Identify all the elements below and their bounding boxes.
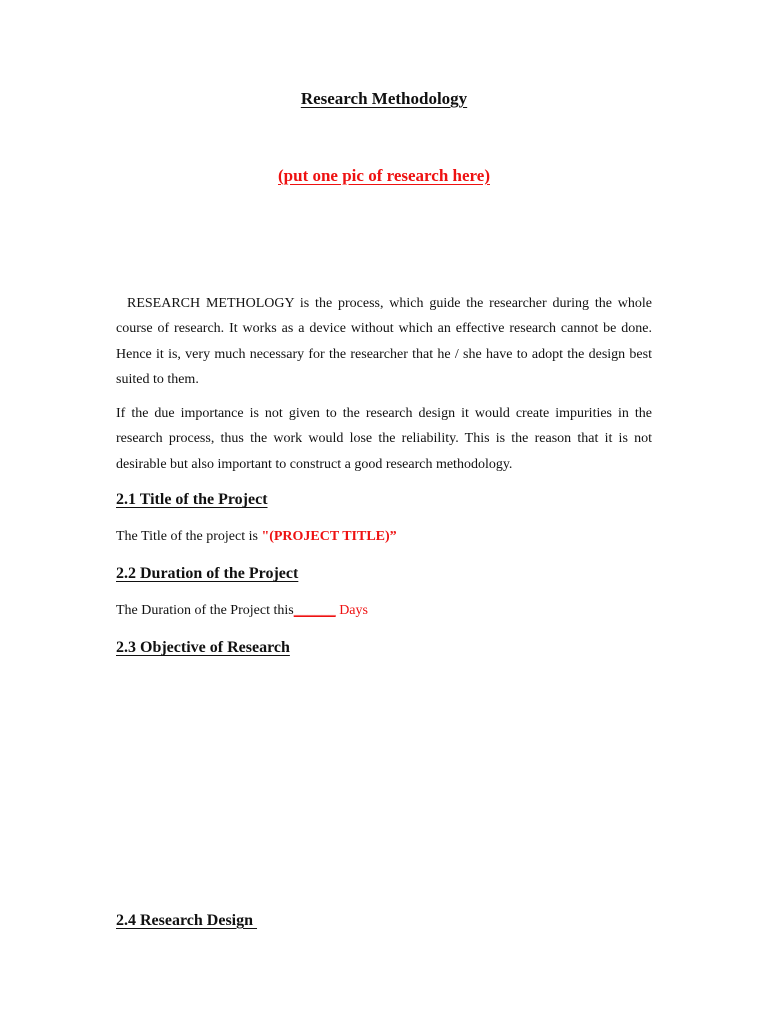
intro-paragraph: RESEARCH METHOLOGY is the process, which guide the researcher during the whole course of research. It works as a device without which an effective research cannot be done. Hence it is, very much necessary for the researcher that he / she have to adopt the design best suited to them. <box>116 296 652 387</box>
project-title-label: The Title of the project is <box>116 529 262 544</box>
duration-blank: ______ <box>293 603 336 618</box>
importance-paragraph: If the due importance is not given to the research design it would create impurities in the research process, thus the work would lose the reliability. This is the reason that it is not desirable but also important to construct a good research methodology. <box>116 406 652 472</box>
section-heading-duration: 2.2 Duration of the Project <box>116 565 299 582</box>
section-heading-title-of-project: 2.1 Title of the Project <box>116 491 268 508</box>
project-title-placeholder: "(PROJECT TITLE)” <box>261 529 397 544</box>
section-heading-research-design: 2.4 Research Design <box>116 912 258 929</box>
section-heading-objective: 2.3 Objective of Research <box>116 639 290 656</box>
project-duration-label: The Duration of the Project this <box>116 603 294 618</box>
image-placeholder-note: (put one pic of research here) <box>278 166 490 185</box>
duration-unit: Days <box>335 603 368 618</box>
project-title-line <box>116 529 397 545</box>
project-duration-line <box>116 603 368 619</box>
document-title: Research Methodology <box>300 89 468 108</box>
